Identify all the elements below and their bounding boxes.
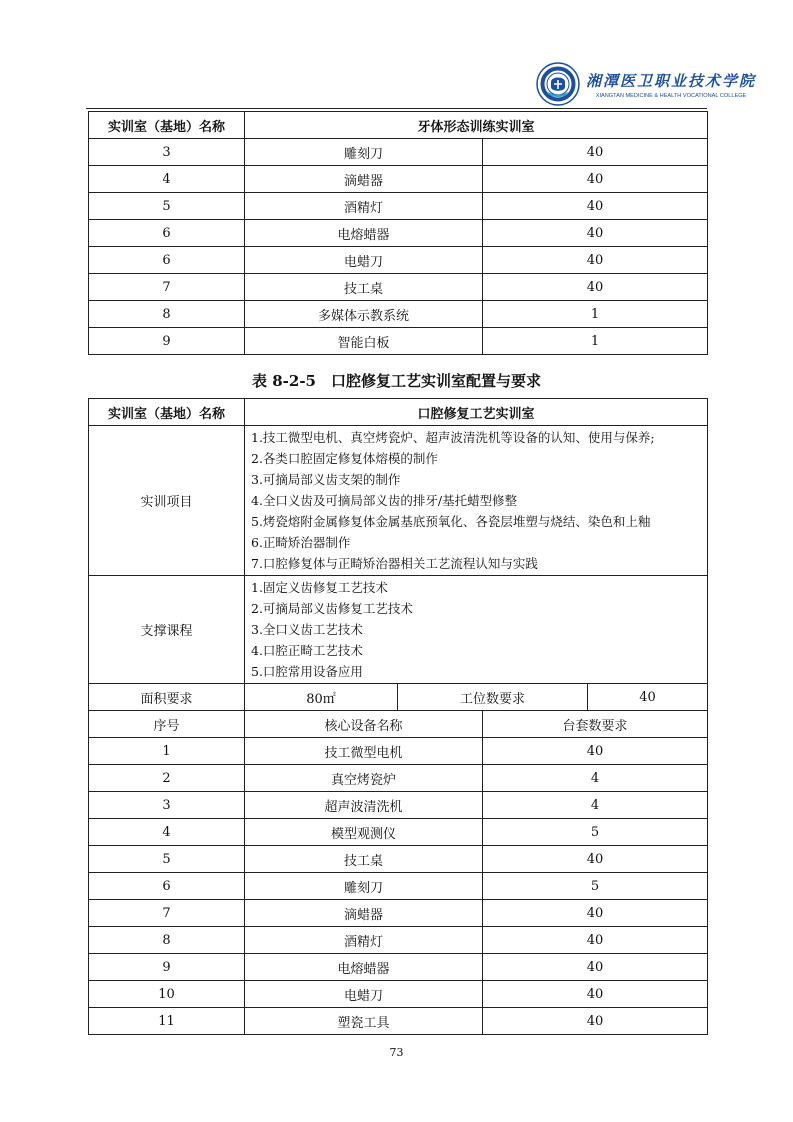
header-rule	[86, 108, 707, 109]
equipment-name: 真空烤瓷炉	[245, 765, 483, 792]
row-number: 6	[89, 220, 245, 247]
list-item: 1.技工微型电机、真空烤瓷炉、超声波清洗机等设备的认知、使用与保养;	[251, 430, 655, 445]
table-caption: 表 8-2-5 口腔修复工艺实训室配置与要求	[252, 372, 541, 390]
table-row	[89, 139, 708, 166]
courses-list	[245, 576, 708, 684]
row-number: 3	[89, 792, 245, 819]
list-item: 3.可摘局部义齿支架的制作	[251, 472, 401, 487]
equipment-quantity: 5	[483, 873, 708, 900]
table-row	[89, 819, 708, 846]
equipment-quantity: 1	[483, 328, 708, 355]
row-number: 9	[89, 328, 245, 355]
equipment-name: 滴蜡器	[245, 166, 483, 193]
table-row	[89, 274, 708, 301]
row-number: 5	[89, 846, 245, 873]
row-number: 4	[89, 166, 245, 193]
table-row	[89, 792, 708, 819]
projects-label: 实训项目	[89, 426, 245, 576]
row-number: 6	[89, 247, 245, 274]
equipment-quantity: 4	[483, 792, 708, 819]
table-header-row	[89, 399, 708, 426]
list-item: 7.口腔修复体与正畸矫治器相关工艺流程认知与实践	[251, 556, 538, 571]
page-number: 73	[389, 1046, 404, 1059]
table-row	[89, 738, 708, 765]
equipment-quantity: 5	[483, 819, 708, 846]
table-row	[89, 247, 708, 274]
row-number: 1	[89, 738, 245, 765]
equipment-name: 酒精灯	[245, 927, 483, 954]
table-row	[89, 981, 708, 1008]
equipment-name: 电熔蜡器	[245, 954, 483, 981]
stations-label: 工位数要求	[398, 684, 588, 711]
row-number: 11	[89, 1008, 245, 1035]
room-name-label: 实训室（基地）名称	[89, 112, 245, 139]
projects-list	[245, 426, 708, 576]
table-row	[89, 846, 708, 873]
equipment-quantity: 40	[483, 846, 708, 873]
courses-row	[89, 576, 708, 684]
row-number: 8	[89, 301, 245, 328]
equipment-quantity: 40	[483, 927, 708, 954]
equipment-quantity: 40	[483, 738, 708, 765]
equipment-table-1	[88, 111, 708, 355]
room-name-value: 口腔修复工艺实训室	[245, 399, 708, 426]
list-item: 4.全口义齿及可摘局部义齿的排牙/基托蜡型修整	[251, 493, 518, 508]
equipment-quantity: 40	[483, 954, 708, 981]
equipment-name: 技工微型电机	[245, 738, 483, 765]
college-seal-icon	[536, 62, 580, 106]
projects-row	[89, 426, 708, 576]
row-number: 10	[89, 981, 245, 1008]
equipment-quantity: 40	[483, 193, 708, 220]
list-item: 4.口腔正畸工艺技术	[251, 643, 363, 658]
stations-value: 40	[588, 684, 708, 711]
area-value: 80㎡	[245, 684, 398, 711]
equipment-quantity: 4	[483, 765, 708, 792]
equipment-name: 雕刻刀	[245, 139, 483, 166]
equipment-name: 雕刻刀	[245, 873, 483, 900]
equipment-name: 电蜡刀	[245, 981, 483, 1008]
equipment-quantity: 40	[483, 274, 708, 301]
row-number: 3	[89, 139, 245, 166]
equipment-quantity: 40	[483, 166, 708, 193]
list-item: 5.烤瓷熔附金属修复体金属基底预氧化、各瓷层堆塑与烧结、染色和上釉	[251, 514, 651, 529]
list-item: 1.固定义齿修复工艺技术	[251, 580, 388, 595]
equipment-name: 多媒体示教系统	[245, 301, 483, 328]
list-item: 2.可摘局部义齿修复工艺技术	[251, 601, 413, 616]
equipment-quantity: 40	[483, 220, 708, 247]
equipment-name: 塑瓷工具	[245, 1008, 483, 1035]
equipment-table-2	[88, 398, 708, 1035]
table-row	[89, 1008, 708, 1035]
list-item: 5.口腔常用设备应用	[251, 664, 363, 679]
table-row	[89, 873, 708, 900]
equipment-name: 超声波清洗机	[245, 792, 483, 819]
column-header-row	[89, 711, 708, 738]
equipment-name: 电蜡刀	[245, 247, 483, 274]
list-item: 3.全口义齿工艺技术	[251, 622, 363, 637]
equipment-name: 酒精灯	[245, 193, 483, 220]
college-name-en: XIANGTAN MEDICINE & HEALTH VOCATIONAL COLLEGE	[595, 92, 747, 99]
row-number: 9	[89, 954, 245, 981]
equipment-name: 技工桌	[245, 274, 483, 301]
table-row	[89, 328, 708, 355]
area-row	[89, 684, 708, 711]
courses-label: 支撑课程	[89, 576, 245, 684]
college-logo	[536, 62, 756, 106]
table-header-row	[89, 112, 708, 139]
table-row	[89, 193, 708, 220]
equipment-quantity: 40	[483, 247, 708, 274]
col-name-header: 核心设备名称	[245, 711, 483, 738]
row-number: 5	[89, 193, 245, 220]
equipment-name: 模型观测仪	[245, 819, 483, 846]
college-name-cn: 湘潭医卫职业技术学院	[586, 71, 757, 90]
row-number: 8	[89, 927, 245, 954]
area-label: 面积要求	[89, 684, 245, 711]
row-number: 2	[89, 765, 245, 792]
table-row	[89, 954, 708, 981]
room-name-label: 实训室（基地）名称	[89, 399, 245, 426]
equipment-quantity: 1	[483, 301, 708, 328]
col-qty-header: 台套数要求	[483, 711, 708, 738]
table-row	[89, 927, 708, 954]
table-row	[89, 166, 708, 193]
table-row	[89, 220, 708, 247]
equipment-quantity: 40	[483, 139, 708, 166]
row-number: 4	[89, 819, 245, 846]
row-number: 7	[89, 274, 245, 301]
row-number: 7	[89, 900, 245, 927]
table-row	[89, 900, 708, 927]
equipment-quantity: 40	[483, 1008, 708, 1035]
col-no-header: 序号	[89, 711, 245, 738]
list-item: 2.各类口腔固定修复体熔模的制作	[251, 451, 438, 466]
equipment-name: 技工桌	[245, 846, 483, 873]
room-name-value: 牙体形态训练实训室	[245, 112, 708, 139]
table-row	[89, 301, 708, 328]
table-row	[89, 765, 708, 792]
equipment-name: 电熔蜡器	[245, 220, 483, 247]
equipment-quantity: 40	[483, 900, 708, 927]
row-number: 6	[89, 873, 245, 900]
equipment-quantity: 40	[483, 981, 708, 1008]
list-item: 6.正畸矫治器制作	[251, 535, 351, 550]
equipment-name: 滴蜡器	[245, 900, 483, 927]
equipment-name: 智能白板	[245, 328, 483, 355]
